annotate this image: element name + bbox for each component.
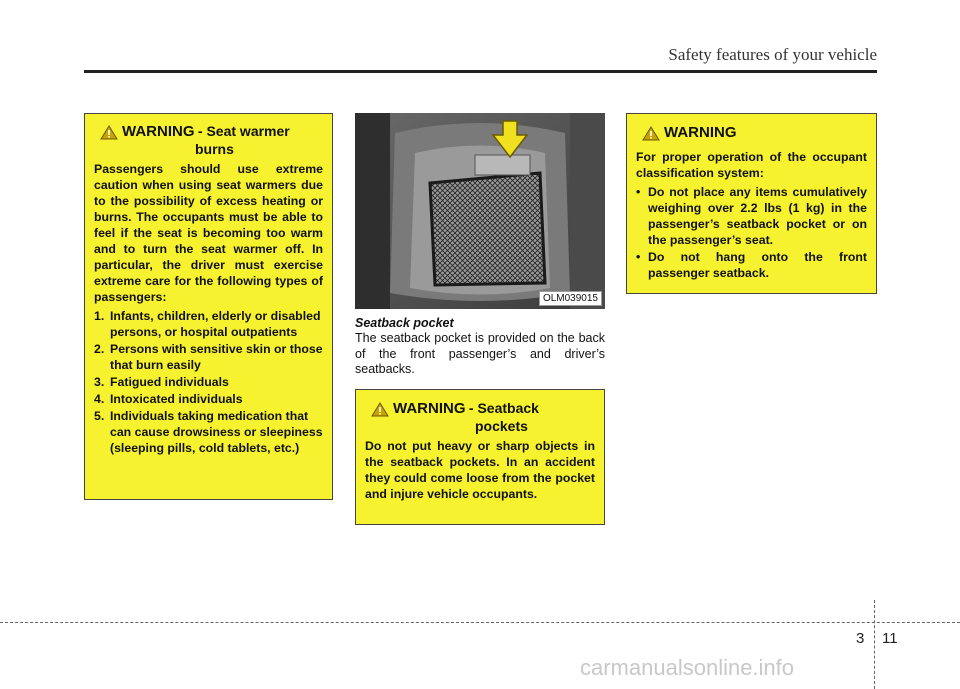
bullet-glyph: • <box>636 185 641 199</box>
warning-subtitle: - Seat warmer <box>197 123 290 139</box>
warning-triangle-icon <box>642 126 664 146</box>
footer-rule <box>0 622 960 623</box>
page-number-separator <box>874 600 875 689</box>
warning-intro: Passengers should use extreme caution when using seat warmers due to the possibility of excess heating or burns. The occupants must be able to feel if the seat is becoming too warm and to turn the seat warmer off. In particular, the driver must exercise extreme care for the following types of passengers: <box>94 162 323 304</box>
list-item <box>636 184 867 248</box>
warning-list <box>94 308 323 456</box>
list-item <box>94 374 323 390</box>
bullet-glyph: • <box>636 250 641 264</box>
warning-heading <box>371 400 595 435</box>
warning-title-group <box>122 123 290 158</box>
list-item <box>94 308 323 340</box>
warning-occupant-classification <box>626 113 877 294</box>
warning-label: WARNING <box>122 123 195 140</box>
warning-seatback-pockets <box>355 389 605 525</box>
warning-triangle-icon <box>371 402 393 422</box>
list-text: Persons with sensitive skin or those that burn easily <box>110 342 323 372</box>
list-text: Individuals taking medication that can cause drowsiness or sleepiness (sleeping pills, cold tablets, etc.) <box>110 409 323 455</box>
warning-intro: For proper operation of the occupant classification system: <box>636 150 867 180</box>
list-number: 5. <box>94 409 105 423</box>
list-item <box>94 391 323 407</box>
seatback-pocket-photo <box>355 113 605 309</box>
warning-triangle-icon <box>100 125 122 145</box>
warning-bullets <box>636 184 867 281</box>
warning-heading <box>100 123 323 158</box>
warning-text: Do not put heavy or sharp objects in the seatback pockets. In an accident they could come loose from the pocket and injure vehicle occupants. <box>365 439 595 501</box>
list-item <box>636 249 867 281</box>
warning-subtitle-line2: pockets <box>475 418 528 434</box>
chapter-number: 3 <box>856 630 865 647</box>
header-rule <box>84 70 877 73</box>
list-item <box>94 341 323 373</box>
header-title: Safety features of your vehicle <box>668 45 877 64</box>
page-number: 11 <box>882 630 898 647</box>
list-text: Infants, children, elderly or disabled persons, or hospital outpatients <box>110 309 321 339</box>
warning-label: WARNING <box>664 124 737 141</box>
warning-label: WARNING <box>393 400 466 417</box>
photo-caption: OLM039015 <box>539 291 602 306</box>
warning-title-group <box>393 400 539 435</box>
list-text: Do not hang onto the front passenger seatback. <box>648 250 867 280</box>
section-body: The seatback pocket is provided on the back of the front passenger’s and driver’s seatbacks. <box>355 331 605 376</box>
list-number: 4. <box>94 392 105 406</box>
list-text: Do not place any items cumulatively weighing over 2.2 lbs (1 kg) in the passenger’s seatback pocket or on the passenger’s seat. <box>648 185 867 247</box>
list-number: 1. <box>94 309 105 323</box>
watermark: carmanualsonline.info <box>580 655 795 680</box>
section-heading: Seatback pocket <box>355 316 454 330</box>
warning-subtitle-line2: burns <box>195 141 234 157</box>
list-text: Fatigued individuals <box>110 375 229 389</box>
warning-seat-warmer <box>84 113 333 500</box>
list-item <box>94 408 323 456</box>
seatback-illustration <box>355 113 605 309</box>
list-number: 3. <box>94 375 105 389</box>
warning-subtitle: - Seatback <box>468 400 539 416</box>
list-text: Intoxicated individuals <box>110 392 243 406</box>
list-number: 2. <box>94 342 105 356</box>
warning-heading <box>642 124 867 146</box>
